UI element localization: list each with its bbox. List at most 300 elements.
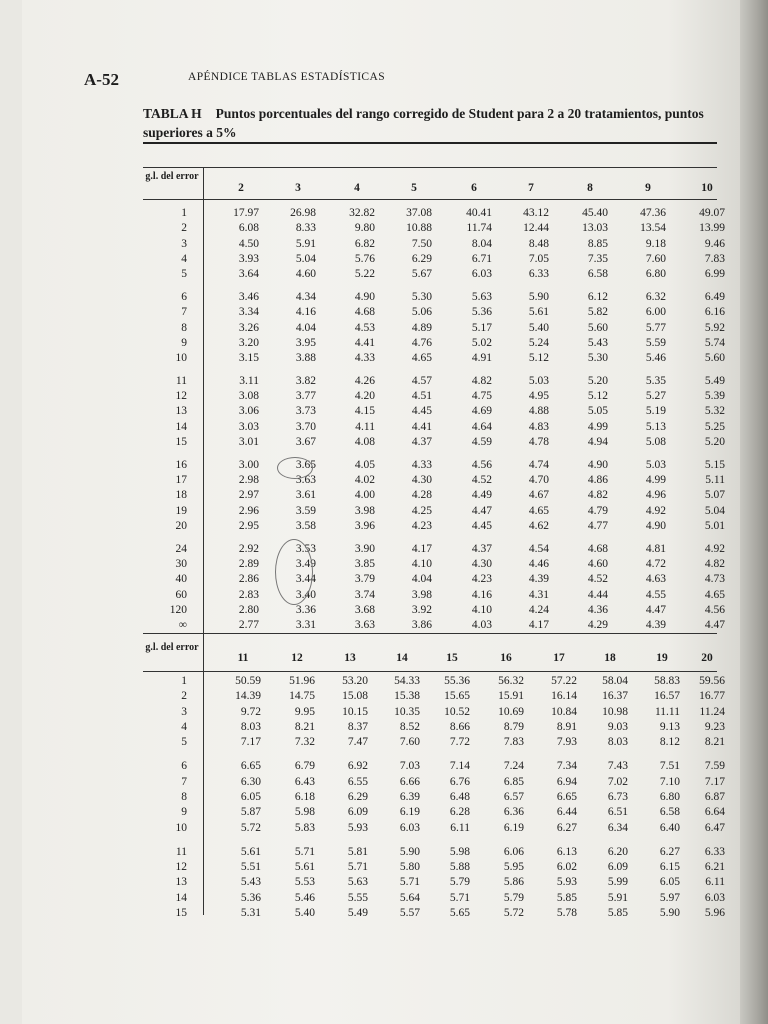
column-header-4: 4: [354, 182, 360, 194]
cell-value: 16.14: [551, 690, 577, 703]
cell-value: 6.49: [704, 290, 725, 303]
cell-value: 5.06: [411, 306, 432, 319]
cell-value: 6.34: [607, 821, 628, 834]
cell-value: 4.59: [471, 436, 492, 448]
column-header-5: 5: [411, 182, 417, 194]
cell-value: 4.26: [354, 374, 375, 387]
df-value: 1: [181, 207, 187, 219]
cell-value: 5.03: [645, 458, 666, 471]
cell-value: 3.59: [295, 504, 316, 517]
cell-value: 4.90: [645, 519, 666, 532]
cell-value: 6.65: [240, 760, 261, 773]
cell-value: 5.65: [449, 906, 470, 919]
df-value: 120: [169, 603, 187, 616]
cell-value: 5.05: [587, 405, 608, 418]
cell-value: 14.39: [235, 690, 261, 703]
df-value: 24: [175, 542, 187, 555]
cell-value: 47.36: [640, 207, 666, 219]
df-value: 6: [181, 290, 187, 303]
cell-value: 4.03: [471, 619, 492, 632]
cell-value: 5.93: [347, 821, 368, 834]
cell-value: 6.16: [704, 306, 725, 319]
cell-value: 6.80: [659, 790, 680, 803]
table-row: [143, 775, 725, 789]
cell-value: 10.15: [342, 705, 368, 718]
cell-value: 7.02: [607, 775, 628, 788]
cell-value: 4.30: [411, 474, 432, 486]
table-title: Puntos porcentuales del rango corregido de Student para 2 a 20 tratamientos, puntos superiores a 5%: [143, 106, 704, 140]
cell-value: 2.95: [238, 519, 259, 532]
cell-value: 4.34: [295, 290, 316, 303]
cell-value: 5.90: [659, 906, 680, 919]
table-row: [143, 420, 725, 434]
cell-value: 54.33: [394, 675, 420, 687]
column-header-20: 20: [701, 652, 713, 664]
cell-value: 4.56: [471, 458, 492, 471]
table-row: [143, 352, 725, 365]
cell-value: 6.20: [607, 845, 628, 858]
column-header-9: 9: [645, 182, 651, 194]
cell-value: 2.92: [238, 542, 259, 555]
cell-value: 5.98: [294, 806, 315, 819]
cell-value: 3.58: [295, 519, 316, 532]
cell-value: 5.88: [449, 860, 470, 873]
cell-value: 5.71: [449, 891, 470, 904]
cell-value: 4.81: [645, 542, 666, 555]
cell-value: 5.74: [704, 336, 725, 349]
cell-value: 5.49: [347, 906, 368, 919]
cell-value: 4.64: [471, 420, 492, 433]
cell-value: 7.60: [399, 736, 420, 749]
cell-value: 4.99: [645, 474, 666, 486]
cell-value: 7.34: [556, 760, 577, 773]
page-number: A-52: [84, 70, 119, 89]
running-head: APÉNDICE TABLAS ESTADÍSTICAS: [188, 71, 385, 83]
table-row: [143, 821, 725, 835]
cell-value: 8.52: [399, 720, 420, 733]
cell-value: 6.40: [659, 821, 680, 834]
cell-value: 7.59: [704, 760, 725, 773]
cell-value: 4.68: [587, 542, 608, 555]
cell-value: 3.40: [295, 588, 316, 601]
cell-value: 58.04: [602, 675, 628, 687]
cell-value: 5.97: [659, 891, 680, 904]
table-row: [143, 390, 725, 403]
cell-value: 4.77: [587, 519, 608, 532]
cell-value: 4.56: [704, 603, 725, 616]
cell-value: 4.23: [411, 519, 432, 532]
cell-value: 6.05: [659, 876, 680, 889]
cell-value: 2.80: [238, 603, 259, 616]
df-value: 7: [181, 775, 187, 788]
cell-value: 4.04: [411, 573, 432, 586]
cell-value: 3.15: [238, 352, 259, 365]
cell-value: 5.35: [645, 374, 666, 387]
cell-value: 7.60: [645, 252, 666, 265]
cell-value: 6.19: [399, 806, 420, 819]
cell-value: 5.15: [704, 458, 725, 471]
cell-value: 3.44: [295, 573, 316, 586]
cell-value: 3.90: [354, 542, 375, 555]
cell-value: 8.04: [471, 237, 492, 250]
cell-value: 3.88: [295, 352, 316, 365]
cell-value: 4.39: [645, 619, 666, 632]
cell-value: 3.64: [238, 268, 259, 281]
cell-value: 4.63: [645, 573, 666, 586]
table-row: [143, 306, 725, 319]
table-row: [143, 474, 725, 487]
cell-value: 57.22: [551, 675, 577, 687]
cell-value: 3.20: [238, 336, 259, 349]
cell-value: 4.20: [354, 390, 375, 403]
cell-value: 3.63: [354, 619, 375, 632]
cell-value: 3.74: [354, 588, 375, 601]
cell-value: 4.91: [471, 352, 492, 365]
cell-value: 4.90: [354, 290, 375, 303]
cell-value: 4.16: [295, 306, 316, 319]
cell-value: 3.98: [411, 588, 432, 601]
cell-value: 3.31: [295, 619, 316, 632]
cell-value: 4.57: [411, 374, 432, 387]
df-value: 19: [175, 504, 187, 517]
cell-value: 4.39: [528, 573, 549, 586]
header-top-rule: [143, 633, 717, 634]
table-row: [143, 458, 725, 472]
cell-value: 6.36: [503, 806, 524, 819]
cell-value: 9.72: [240, 705, 261, 718]
cell-value: 4.55: [645, 588, 666, 601]
cell-value: 5.91: [295, 237, 316, 250]
cell-value: 5.02: [471, 336, 492, 349]
table-row: [143, 519, 725, 533]
table-row: [143, 321, 725, 335]
cell-value: 4.47: [471, 504, 492, 517]
cell-value: 5.64: [399, 891, 420, 904]
cell-value: 5.59: [645, 336, 666, 349]
cell-value: 5.49: [704, 374, 725, 387]
cell-value: 6.06: [503, 845, 524, 858]
cell-value: 3.11: [239, 374, 259, 387]
df-value: 3: [181, 237, 187, 250]
cell-value: 4.31: [528, 588, 549, 601]
cell-value: 15.08: [342, 690, 368, 703]
cell-value: 6.33: [704, 845, 725, 858]
cell-value: 7.17: [704, 775, 725, 788]
cell-value: 3.01: [238, 436, 259, 448]
cell-value: 4.65: [411, 352, 432, 365]
cell-value: 9.13: [659, 720, 680, 733]
table-row: [143, 557, 725, 571]
cell-value: 5.40: [294, 906, 315, 919]
df-value: 13: [175, 876, 187, 889]
cell-value: 5.71: [294, 845, 315, 858]
cell-value: 6.03: [471, 268, 492, 281]
cell-value: 3.36: [295, 603, 316, 616]
cell-value: 4.23: [471, 573, 492, 586]
column-header-3: 3: [295, 182, 301, 194]
cell-value: 2.83: [238, 588, 259, 601]
cell-value: 5.71: [347, 860, 368, 873]
cell-value: 5.55: [347, 891, 368, 904]
cell-value: 6.32: [645, 290, 666, 303]
df-value: 12: [175, 860, 187, 873]
cell-value: 37.08: [406, 207, 432, 219]
cell-value: 4.96: [645, 489, 666, 502]
cell-value: 50.59: [235, 675, 261, 687]
cell-value: 4.54: [528, 542, 549, 555]
cell-value: 4.78: [528, 436, 549, 448]
pencil-circle-mark: [277, 457, 313, 479]
cell-value: 6.85: [503, 775, 524, 788]
cell-value: 5.43: [587, 336, 608, 349]
cell-value: 3.46: [238, 290, 259, 303]
cell-value: 3.00: [238, 458, 259, 471]
cell-value: 6.82: [354, 237, 375, 250]
df-value: 11: [175, 845, 187, 858]
cell-value: 4.92: [704, 542, 725, 555]
cell-value: 4.99: [587, 420, 608, 433]
cell-value: 7.43: [607, 760, 628, 773]
cell-value: 5.86: [503, 876, 524, 889]
cell-value: 4.37: [471, 542, 492, 555]
cell-value: 2.77: [238, 619, 259, 632]
cell-value: 5.53: [294, 876, 315, 889]
cell-value: 2.97: [238, 489, 259, 502]
table-row: [143, 405, 725, 418]
cell-value: 3.92: [411, 603, 432, 616]
table-row: [143, 374, 725, 388]
df-value: 12: [175, 390, 187, 403]
cell-value: 4.33: [354, 352, 375, 365]
column-header-7: 7: [528, 182, 534, 194]
df-value: 5: [181, 268, 187, 281]
cell-value: 5.78: [556, 906, 577, 919]
cell-value: 5.27: [645, 390, 666, 403]
cell-value: 3.82: [295, 374, 316, 387]
cell-value: 8.12: [659, 736, 680, 749]
table-row: [143, 860, 725, 874]
df-value: 15: [175, 436, 187, 448]
df-value: 10: [175, 821, 187, 834]
cell-value: 5.63: [471, 290, 492, 303]
cell-value: 9.23: [704, 720, 725, 733]
column-header-10: 10: [701, 182, 713, 194]
table-row: [143, 290, 725, 304]
cell-value: 3.61: [295, 489, 316, 502]
cell-value: 5.95: [503, 860, 524, 873]
cell-value: 5.32: [704, 405, 725, 418]
cell-value: 5.91: [607, 891, 628, 904]
cell-value: 4.76: [411, 336, 432, 349]
cell-value: 6.11: [705, 876, 725, 889]
cell-value: 51.96: [289, 675, 315, 687]
cell-value: 3.73: [295, 405, 316, 418]
cell-value: 3.34: [238, 306, 259, 319]
cell-value: 5.12: [528, 352, 549, 365]
cell-value: 4.47: [645, 603, 666, 616]
df-value: 16: [175, 458, 187, 471]
cell-value: 5.63: [347, 876, 368, 889]
lower-table: [143, 633, 725, 919]
cell-value: 3.08: [238, 390, 259, 403]
df-value: 9: [181, 336, 187, 349]
cell-value: 12.44: [523, 222, 549, 235]
cell-value: 5.83: [294, 821, 315, 834]
cell-value: 32.82: [349, 207, 375, 219]
table-row: [143, 760, 725, 773]
df-value: 60: [175, 588, 187, 601]
cell-value: 4.62: [528, 519, 549, 532]
cell-value: 4.41: [354, 336, 375, 349]
cell-value: 4.60: [587, 557, 608, 570]
table-row: [143, 222, 725, 235]
table-row: [143, 891, 725, 905]
cell-value: 4.05: [354, 458, 375, 471]
cell-value: 4.51: [411, 390, 432, 403]
cell-value: 6.02: [556, 860, 577, 873]
df-value: 4: [181, 720, 187, 733]
table-row: [143, 876, 725, 889]
df-value: 15: [175, 906, 187, 919]
cell-value: 17.97: [233, 207, 259, 219]
cell-value: 4.02: [354, 474, 375, 486]
cell-value: 4.74: [528, 458, 549, 471]
column-header-19: 19: [656, 652, 668, 664]
cell-value: 4.47: [704, 619, 725, 632]
column-header-11: 11: [237, 652, 249, 664]
cell-value: 45.40: [582, 207, 608, 219]
cell-value: 5.98: [449, 845, 470, 858]
df-value: 17: [175, 474, 187, 486]
cell-value: 5.77: [645, 321, 666, 334]
cell-value: 5.81: [347, 845, 368, 858]
cell-value: 6.57: [503, 790, 524, 803]
cell-value: 4.24: [528, 603, 549, 616]
header-top-rule: [143, 167, 717, 168]
cell-value: 2.96: [238, 504, 259, 517]
cell-value: 5.11: [705, 474, 725, 486]
cell-value: 5.61: [240, 845, 261, 858]
cell-value: 4.08: [354, 436, 375, 448]
column-header-16: 16: [500, 652, 512, 664]
cell-value: 6.80: [645, 268, 666, 281]
df-value: 11: [175, 374, 187, 387]
cell-value: 11.24: [699, 705, 725, 718]
cell-value: 4.52: [587, 573, 608, 586]
cell-value: 4.49: [471, 489, 492, 502]
header-bottom-rule: [143, 199, 717, 200]
cell-value: 8.79: [503, 720, 524, 733]
page-edge: [740, 0, 768, 1024]
table-row: [143, 845, 725, 859]
cell-value: 3.53: [295, 542, 316, 555]
cell-value: 6.64: [704, 806, 725, 819]
cell-value: 10.35: [394, 705, 420, 718]
cell-value: 3.67: [295, 436, 316, 448]
cell-value: 3.96: [354, 519, 375, 532]
cell-value: 5.71: [399, 876, 420, 889]
cell-value: 11.74: [466, 222, 492, 235]
table-row: [143, 504, 725, 518]
df-value: 4: [181, 252, 187, 265]
table-top-rule: [143, 142, 717, 144]
cell-value: 4.30: [471, 557, 492, 570]
cell-value: 4.60: [295, 268, 316, 281]
cell-value: 5.25: [704, 420, 725, 433]
cell-value: 5.92: [704, 321, 725, 334]
header-bottom-rule: [143, 671, 717, 672]
cell-value: 2.86: [238, 573, 259, 586]
cell-value: 3.86: [411, 619, 432, 632]
cell-value: 6.66: [399, 775, 420, 788]
df-column-label: g.l. del error: [145, 171, 199, 182]
table-row: [143, 489, 725, 502]
cell-value: 6.05: [240, 790, 261, 803]
column-header-18: 18: [604, 652, 616, 664]
cell-value: 5.39: [704, 390, 725, 403]
cell-value: 8.21: [704, 736, 725, 749]
cell-value: 5.93: [556, 876, 577, 889]
cell-value: 6.13: [556, 845, 577, 858]
cell-value: 6.29: [411, 252, 432, 265]
cell-value: 4.82: [587, 489, 608, 502]
cell-value: 4.68: [354, 306, 375, 319]
cell-value: 2.89: [238, 557, 259, 570]
cell-value: 10.98: [602, 705, 628, 718]
cell-value: 6.55: [347, 775, 368, 788]
cell-value: 13.03: [582, 222, 608, 235]
cell-value: 4.92: [645, 504, 666, 517]
cell-value: 6.27: [659, 845, 680, 858]
cell-value: 5.43: [240, 876, 261, 889]
cell-value: 4.65: [528, 504, 549, 517]
cell-value: 7.05: [528, 252, 549, 265]
column-header-13: 13: [344, 652, 356, 664]
cell-value: 4.11: [355, 420, 375, 433]
table-row: [143, 619, 725, 632]
cell-value: 6.87: [704, 790, 725, 803]
cell-value: 4.45: [471, 519, 492, 532]
cell-value: 7.35: [587, 252, 608, 265]
table-row: [143, 588, 725, 602]
cell-value: 5.60: [704, 352, 725, 365]
cell-value: 5.85: [607, 906, 628, 919]
cell-value: 6.09: [607, 860, 628, 873]
cell-value: 9.95: [294, 705, 315, 718]
cell-value: 6.28: [449, 806, 470, 819]
cell-value: 3.70: [295, 420, 316, 433]
cell-value: 5.07: [704, 489, 725, 502]
cell-value: 6.09: [347, 806, 368, 819]
cell-value: 6.03: [399, 821, 420, 834]
cell-value: 4.86: [587, 474, 608, 486]
cell-value: 7.83: [704, 252, 725, 265]
cell-value: 6.21: [704, 860, 725, 873]
cell-value: 4.82: [704, 557, 725, 570]
cell-value: 7.10: [659, 775, 680, 788]
cell-value: 4.53: [354, 321, 375, 334]
cell-value: 6.79: [294, 760, 315, 773]
cell-value: 7.47: [347, 736, 368, 749]
cell-value: 5.20: [587, 374, 608, 387]
cell-value: 4.33: [411, 458, 432, 471]
column-header-14: 14: [396, 652, 408, 664]
cell-value: 10.69: [498, 705, 524, 718]
cell-value: 3.49: [295, 557, 316, 570]
cell-value: 8.85: [587, 237, 608, 250]
cell-value: 5.79: [503, 891, 524, 904]
cell-value: 3.93: [238, 252, 259, 265]
